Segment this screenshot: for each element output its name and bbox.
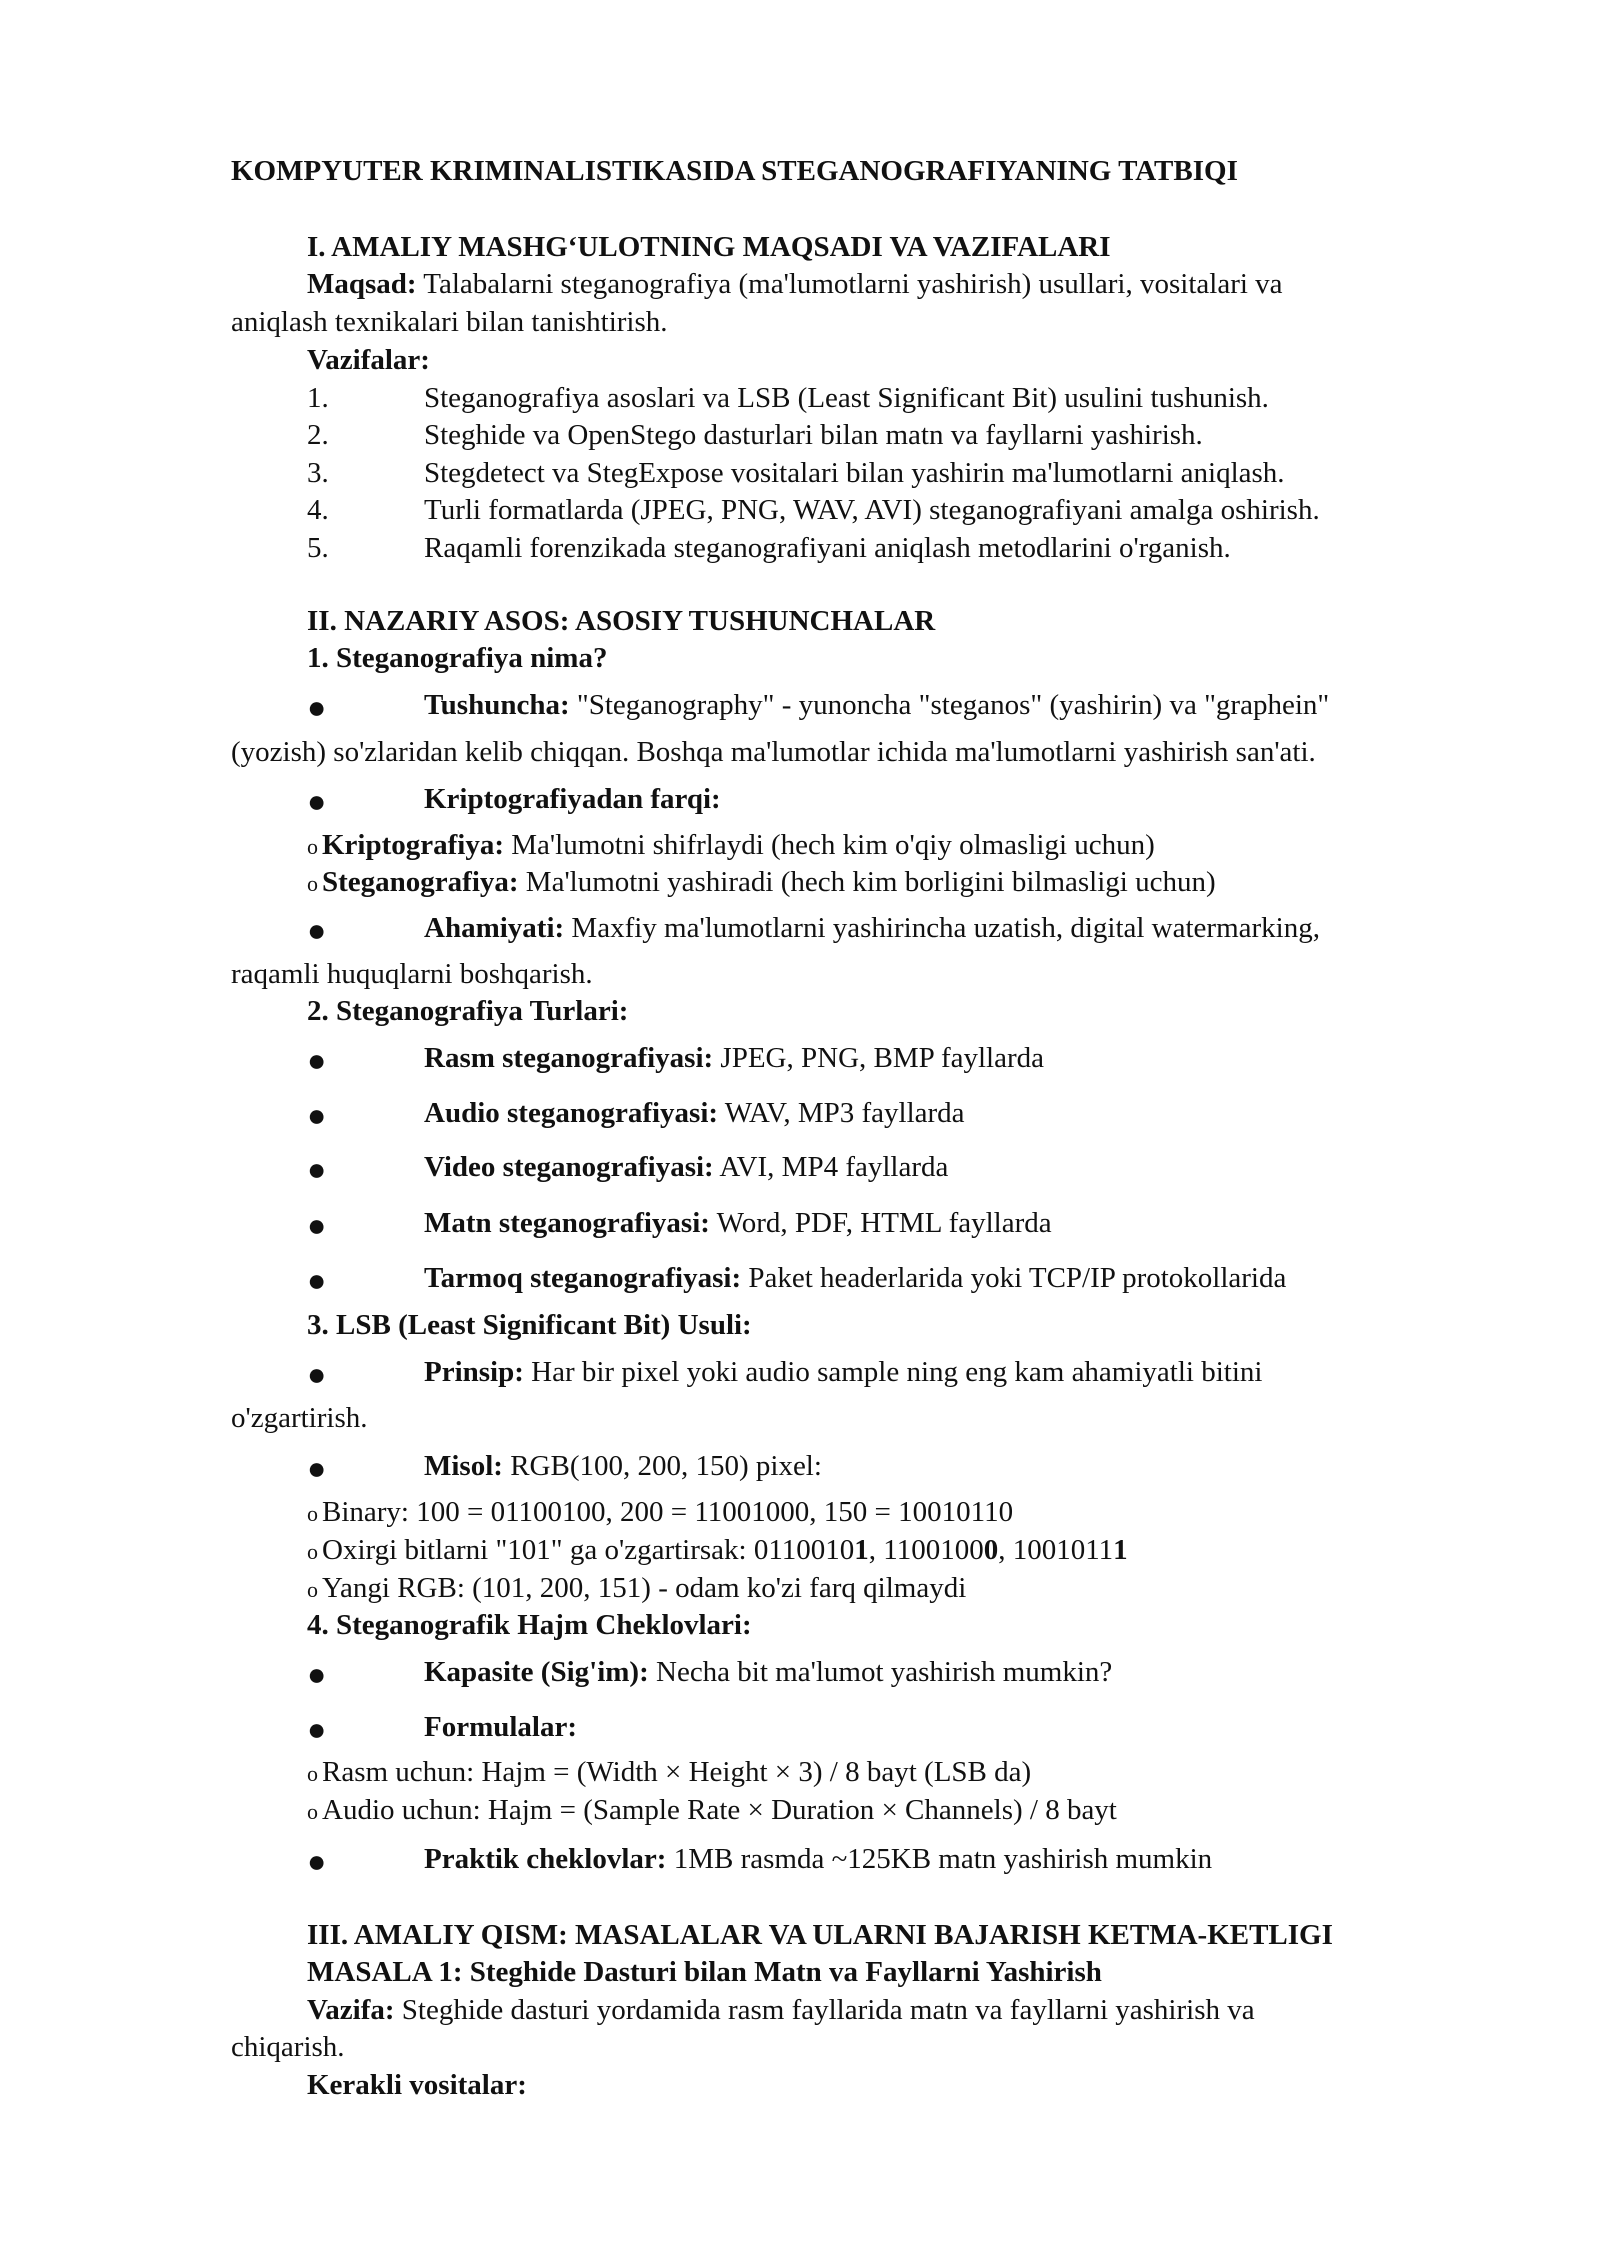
bullet-item: [424, 1094, 965, 1132]
label: Prinsip:: [424, 1356, 524, 1388]
list-item: Raqamli forenzikada steganografiyani aniqlash metodlarini o'rganish.: [424, 532, 1231, 564]
label: Ahamiyati:: [424, 912, 565, 944]
sub-bullet-item: [307, 1493, 1013, 1533]
bullet-item: [424, 1148, 948, 1186]
text: Oxirgi bitlarni "101" ga o'zgartirsak:: [322, 1534, 754, 1566]
list-number: 2.: [307, 419, 329, 451]
sub-bullet-item: [307, 826, 1155, 866]
label: Kapasite (Sig'im):: [424, 1656, 649, 1688]
list-number: 5.: [307, 532, 329, 564]
text: RGB(100, 200, 150) pixel:: [502, 1450, 822, 1482]
binary-value: 0110010: [753, 1534, 855, 1566]
subheading: 1. Steganografiya nima?: [307, 642, 608, 674]
section-heading: II. NAZARIY ASOS: ASOSIY TUSHUNCHALAR: [307, 605, 936, 637]
text: Rasm uchun: Hajm = (Width × Height × 3) / 8 bayt (LSB da): [322, 1756, 1032, 1788]
text: Yangi RGB: (101, 200, 151) - odam ko'zi farq qilmaydi: [322, 1572, 967, 1604]
paragraph: [307, 1991, 1255, 2029]
bullet-icon: ●: [307, 783, 327, 819]
circle-bullet-icon: o: [307, 1539, 318, 1564]
label: Tushuncha:: [424, 689, 570, 721]
text: Ma'lumotni shifrlaydi (hech kim o'qiy olmasligi uchun): [504, 829, 1155, 861]
sub-bullet-item: [307, 1531, 1128, 1571]
changed-bit: 1: [854, 1534, 869, 1566]
paragraph-continuation: o'zgartirish.: [231, 1402, 368, 1434]
sub-bullet-item: [307, 1753, 1031, 1793]
label: Rasm steganografiyasi:: [424, 1042, 714, 1074]
sub-bullet-item: [307, 1569, 966, 1609]
list-item: Steghide va OpenStego dasturlari bilan matn va fayllarni yashirish.: [424, 419, 1203, 451]
bullet-item: [424, 1840, 1212, 1878]
list-number: 4.: [307, 494, 329, 526]
subheading: 3. LSB (Least Significant Bit) Usuli:: [307, 1309, 752, 1341]
changed-bit: 1: [1113, 1534, 1128, 1566]
section-heading: III. AMALIY QISM: MASALALAR VA ULARNI BAJARISH KETMA-KETLIGI: [307, 1919, 1333, 1951]
circle-bullet-icon: o: [307, 1501, 318, 1526]
label: Steganografiya:: [322, 866, 519, 898]
text: WAV, MP3 fayllarda: [718, 1097, 965, 1129]
sub-bullet-item: [307, 1791, 1117, 1831]
label: Matn steganografiyasi:: [424, 1207, 710, 1239]
text: "Steganography" - yunoncha "steganos" (yashirin) va "graphein": [569, 689, 1330, 721]
bullet-icon: ●: [307, 1151, 327, 1187]
label: Audio steganografiyasi:: [424, 1097, 719, 1129]
text: Talabalarni steganografiya (ma'lumotlarni yashirish) usullari, vositalari va: [416, 268, 1283, 300]
text: Necha bit ma'lumot yashirish mumkin?: [648, 1656, 1113, 1688]
subheading: Kerakli vositalar:: [307, 2069, 527, 2101]
label: Video steganografiyasi:: [424, 1151, 714, 1183]
label: Tarmoq steganografiyasi:: [424, 1262, 742, 1294]
paragraph: [307, 265, 1283, 303]
bullet-icon: ●: [307, 1097, 327, 1133]
changed-bit: 0: [983, 1534, 999, 1566]
bullet-item: [424, 1353, 1262, 1391]
paragraph-continuation: aniqlash texnikalari bilan tanishtirish.: [231, 306, 668, 338]
sub-bullet-item: [307, 863, 1216, 903]
subheading: 4. Steganografik Hajm Cheklovlari:: [307, 1609, 752, 1641]
binary-value: 1001011: [1012, 1534, 1114, 1566]
bullet-item: Formulalar:: [424, 1711, 578, 1743]
bullet-item: [424, 909, 1320, 947]
bullet-icon: ●: [307, 689, 327, 725]
list-item: Turli formatlarda (JPEG, PNG, WAV, AVI) steganografiyani amalga oshirish.: [424, 494, 1320, 526]
bullet-icon: ●: [307, 1356, 327, 1392]
list-number: 1.: [307, 382, 329, 414]
text: Binary: 100 = 01100100, 200 = 11001000, 150 = 10010110: [322, 1496, 1014, 1528]
subheading: MASALA 1: Steghide Dasturi bilan Matn va Fayllarni Yashirish: [307, 1956, 1102, 1988]
bullet-item: [424, 1204, 1052, 1242]
paragraph-continuation: (yozish) so'zlaridan kelib chiqqan. Boshqa ma'lumotlar ichida ma'lumotlarni yashirish san'ati.: [231, 736, 1316, 768]
separator: ,: [868, 1534, 884, 1566]
label: Praktik cheklovlar:: [424, 1843, 667, 1875]
bullet-icon: ●: [307, 1042, 327, 1078]
circle-bullet-icon: o: [307, 834, 318, 859]
text: Steghide dasturi yordamida rasm fayllarida matn va fayllarni yashirish va: [394, 1994, 1255, 2026]
paragraph-continuation: chiqarish.: [231, 2031, 345, 2063]
circle-bullet-icon: o: [307, 1577, 318, 1602]
section-heading: I. AMALIY MASHG‘ULOTNING MAQSADI VA VAZIFALARI: [307, 231, 1111, 263]
text: Audio uchun: Hajm = (Sample Rate × Duration × Channels) / 8 bayt: [322, 1794, 1117, 1826]
separator: ,: [998, 1534, 1013, 1566]
bullet-icon: ●: [307, 1711, 327, 1747]
subheading: 2. Steganografiya Turlari:: [307, 995, 629, 1027]
label: Misol:: [424, 1450, 503, 1482]
bullet-icon: ●: [307, 912, 327, 948]
text: JPEG, PNG, BMP fayllarda: [713, 1042, 1044, 1074]
circle-bullet-icon: o: [307, 1799, 318, 1824]
subheading: Vazifalar:: [307, 344, 430, 376]
bullet-icon: ●: [307, 1656, 327, 1692]
bullet-icon: ●: [307, 1450, 327, 1486]
bullet-item: [424, 1259, 1286, 1297]
paragraph-continuation: raqamli huquqlarni boshqarish.: [231, 958, 593, 990]
bullet-icon: ●: [307, 1843, 327, 1879]
text: Har bir pixel yoki audio sample ning eng kam ahamiyatli bitini: [523, 1356, 1263, 1388]
bullet-item: [424, 1653, 1112, 1691]
binary-value: 1100100: [883, 1534, 984, 1566]
text: Word, PDF, HTML fayllarda: [709, 1207, 1052, 1239]
circle-bullet-icon: o: [307, 1761, 318, 1786]
bullet-item: [424, 1447, 822, 1485]
list-item: Stegdetect va StegExpose vositalari bilan yashirin ma'lumotlarni aniqlash.: [424, 457, 1285, 489]
text: 1MB rasmda ~125KB matn yashirish mumkin: [666, 1843, 1213, 1875]
document-title: KOMPYUTER KRIMINALISTIKASIDA STEGANOGRAFIYANING TATBIQI: [231, 155, 1238, 187]
label: Kriptografiya:: [322, 829, 505, 861]
bullet-item: Kriptografiyadan farqi:: [424, 783, 721, 815]
text: Maxfiy ma'lumotlarni yashirincha uzatish, digital watermarking,: [564, 912, 1320, 944]
bullet-item: [424, 686, 1329, 724]
text: Ma'lumotni yashiradi (hech kim borligini bilmasligi uchun): [518, 866, 1216, 898]
label: Maqsad:: [307, 268, 417, 300]
bullet-item: [424, 1039, 1044, 1077]
text: AVI, MP4 fayllarda: [713, 1151, 949, 1183]
list-item: Steganografiya asoslari va LSB (Least Significant Bit) usulini tushunish.: [424, 382, 1269, 414]
list-number: 3.: [307, 457, 329, 489]
circle-bullet-icon: o: [307, 871, 318, 896]
text: Paket headerlarida yoki TCP/IP protokollarida: [741, 1262, 1287, 1294]
bullet-icon: ●: [307, 1207, 327, 1243]
label: Vazifa:: [307, 1994, 395, 2026]
bullet-icon: ●: [307, 1262, 327, 1298]
